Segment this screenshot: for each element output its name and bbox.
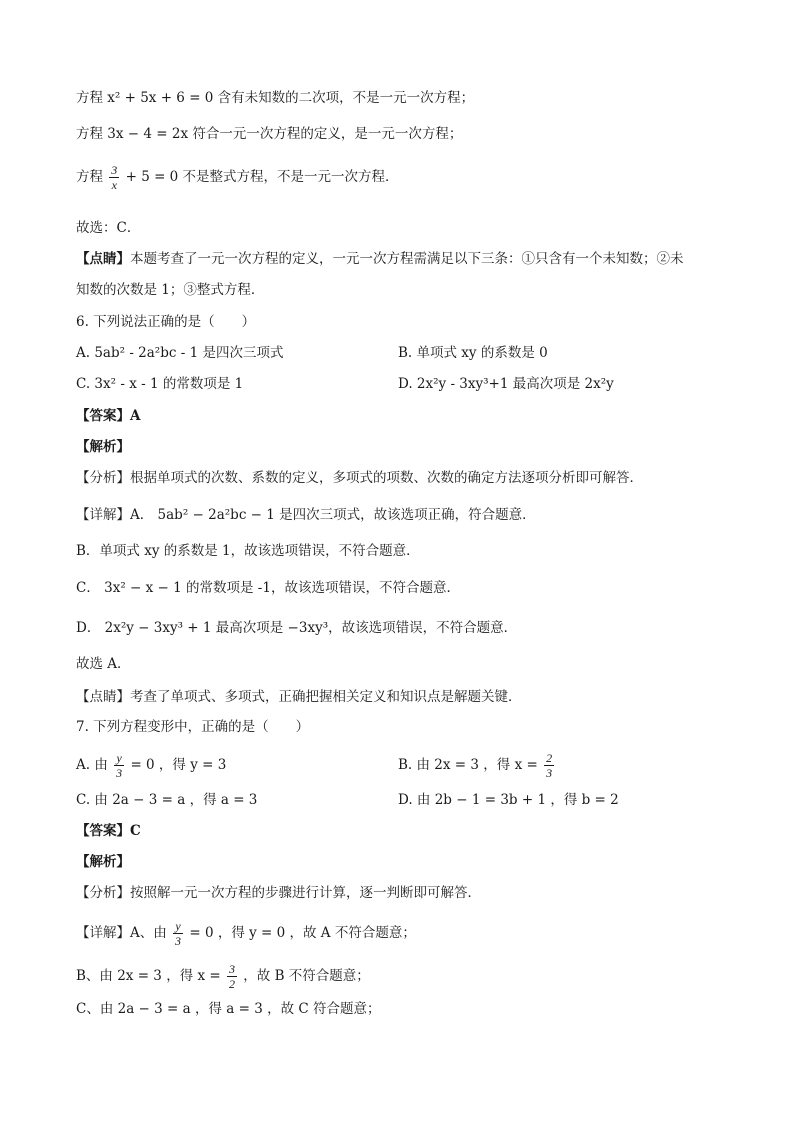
text-line: 方程 x² + 5x + 6 = 0 含有未知数的二次项，不是一元一次方程； [76,90,475,106]
q7-fenxi: 【分析】按照解一元一次方程的步骤进行计算，逐一判断即可解答． [76,885,481,901]
numerator: 3 [229,962,235,976]
q7-option-b [398,751,556,780]
q6-option-a: A. 5ab² - 2a²bc - 1 是四次三项式 [76,345,284,361]
fraction [114,751,124,780]
text: 本题考查了一元一次方程的定义，一元一次方程需满足以下三条：①只含有一个未知数；②未 [130,251,684,267]
text: B. 由 2x = 3 ，得 x = [398,757,538,773]
text: ，故 B 不符合题意； [243,968,370,984]
question-7-stem: 7. 下列方程变形中，正确的是（ ） [76,719,310,735]
text-line: 故选：C． [76,220,141,236]
denominator: x [111,178,117,192]
fraction [173,919,183,948]
text: 方程 [76,169,103,185]
q7-xiangjie [76,919,416,948]
q6-answer: 【答案】A [76,408,141,424]
text-line-fraction [76,163,399,192]
q7-b-line [76,962,370,991]
text: B、由 2x = 3 ，得 x = [76,968,221,984]
question-6-stem: 6. 下列说法正确的是（ ） [76,314,256,330]
q7-option-d: D. 由 2b − 1 = 3b + 1 ，得 b = 2 [398,792,619,808]
q7-answer: 【答案】C [76,823,141,839]
fraction [544,751,554,780]
q6-b-line: B．单项式 xy 的系数是 1，故该选项错误，不符合题意． [76,543,420,559]
q7-c-line: C、由 2a − 3 = a ，得 a = 3 ，故 C 符合题意； [76,1001,381,1017]
numerator: 3 [111,163,118,177]
q6-c-line: C． 3x² − x − 1 的常数项是 -1，故该选项错误，不符合题意． [76,580,460,596]
q6-dianjing: 【点睛】考查了单项式、多项式，正确把握相关定义和知识点是解题关键． [76,689,522,705]
denominator: 3 [116,766,123,780]
q7-option-c: C. 由 2a − 3 = a ，得 a = 3 [76,792,258,808]
numerator: y [173,919,183,934]
numerator: y [114,751,124,766]
numerator: 2 [546,751,553,765]
q7-analysis-heading: 【解析】 [76,854,130,870]
q6-option-b: B. 单项式 xy 的系数是 0 [398,345,548,361]
q6-d-line: D． 2x²y − 3xy³ + 1 最高次项是 −3xy³，故该选项错误，不符合题意． [76,620,518,636]
fraction [227,962,237,991]
dianjing-tag: 【点睛】 [76,251,130,267]
q7-option-a [76,751,226,780]
denominator: 3 [546,766,553,780]
q6-xiangjie: 【详解】A． 5ab² − 2a²bc − 1 是四次三项式，故该选项正确，符合题意． [76,507,536,523]
q6-option-c: C. 3x² - x - 1 的常数项是 1 [76,376,244,392]
text: 【详解】A、由 [76,925,167,941]
text: = 0 ，得 y = 3 [130,757,227,773]
text-line: 知数的次数是 1；③整式方程． [76,282,265,298]
denominator: 2 [229,977,235,991]
q6-option-d: D. 2x²y - 3xy³+1 最高次项是 2x²y [398,376,614,392]
q6-choose: 故选 A． [76,656,131,672]
text: + 5 = 0 不是整式方程，不是一元一次方程． [125,169,399,185]
q6-fenxi: 【分析】根据单项式的次数、系数的定义，多项式的项数、次数的确定方法逐项分析即可解答． [76,470,643,486]
denominator: 3 [175,934,182,948]
fraction [109,163,119,192]
text-line: 方程 3x − 4 = 2x 符合一元一次方程的定义，是一元一次方程； [76,126,463,142]
text: A. 由 [76,757,108,773]
q6-analysis-heading: 【解析】 [76,439,130,455]
text-line [76,250,684,268]
text: = 0 ，得 y = 0 ，故 A 不符合题意； [189,925,416,941]
